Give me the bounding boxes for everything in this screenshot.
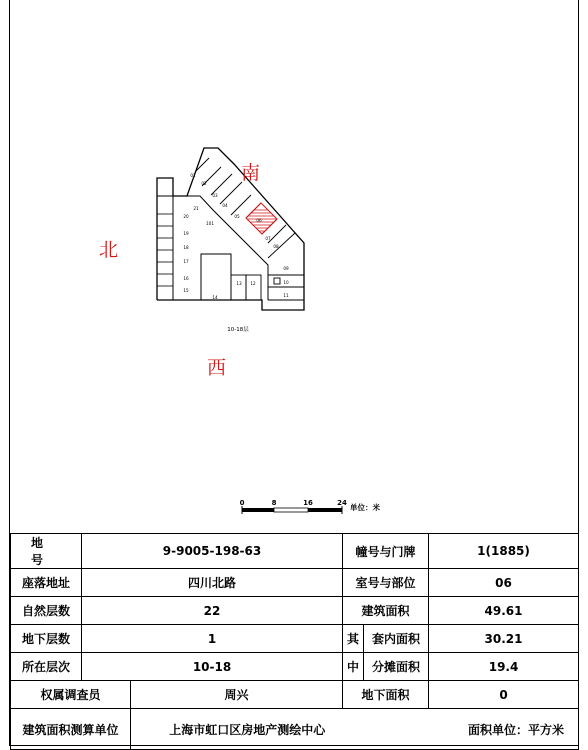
scale-tick-16: 16 bbox=[303, 499, 313, 507]
room-label: 室号与部位 bbox=[343, 569, 429, 597]
scale-tick-0: 0 bbox=[239, 499, 245, 507]
room-label-05: 05 bbox=[234, 214, 240, 219]
shared-area-value: 19.4 bbox=[429, 653, 579, 681]
surveyor-value: 周兴 bbox=[131, 681, 343, 709]
land-no-label: 地 号 bbox=[11, 534, 82, 569]
shared-area-label: 分摊面积 bbox=[364, 653, 429, 681]
inner-area-value: 30.21 bbox=[429, 625, 579, 653]
address-value: 四川北路 bbox=[82, 569, 343, 597]
floor-plan-area bbox=[10, 0, 578, 530]
room-label-20: 20 bbox=[183, 214, 189, 219]
room-14-outline bbox=[201, 254, 231, 300]
room-label-08: 08 bbox=[273, 244, 279, 249]
left-wing-dividers bbox=[157, 214, 173, 286]
wing-inner-edge bbox=[187, 196, 268, 300]
land-no-value: 9-9005-198-63 bbox=[82, 534, 343, 569]
floor-label: 10-18层 bbox=[227, 327, 249, 333]
room-label-21: 21 bbox=[193, 206, 199, 211]
room-label-07: 07 bbox=[265, 236, 271, 241]
room-label-03: 03 bbox=[212, 193, 218, 198]
corridor-label: 101 bbox=[206, 221, 214, 226]
direction-west: 西 bbox=[207, 357, 227, 379]
room-label-17: 17 bbox=[183, 259, 189, 264]
scale-tick-8: 8 bbox=[271, 499, 277, 507]
property-document bbox=[9, 0, 579, 746]
scale-unit-label: 单位：米 bbox=[350, 503, 380, 512]
room-label-06: 06 bbox=[256, 218, 262, 223]
room-label-02: 02 bbox=[201, 181, 207, 186]
room-value: 06 bbox=[429, 569, 579, 597]
scale-bar bbox=[238, 497, 418, 519]
room-label-19: 19 bbox=[183, 231, 189, 236]
located-floor-label: 所在层次 bbox=[11, 653, 82, 681]
building-area-label: 建筑面积 bbox=[343, 597, 429, 625]
room-label-09: 09 bbox=[283, 266, 289, 271]
scale-tick-24: 24 bbox=[337, 499, 347, 507]
floors-label: 自然层数 bbox=[11, 597, 82, 625]
floors-value: 22 bbox=[82, 597, 343, 625]
of-which-label-2: 中 bbox=[343, 653, 364, 681]
room-label-12: 12 bbox=[250, 281, 256, 286]
floor-plan bbox=[10, 0, 578, 530]
calc-unit-value: 上海市虹口区房地产测绘中心 bbox=[131, 709, 364, 750]
room-label-04: 04 bbox=[222, 203, 228, 208]
room-label-15: 15 bbox=[183, 288, 189, 293]
building-no-label: 幢号与门牌 bbox=[343, 534, 429, 569]
direction-north: 北 bbox=[99, 239, 119, 261]
address-label: 座落地址 bbox=[11, 569, 82, 597]
area-unit-label: 面积单位：平方米 bbox=[364, 709, 579, 750]
building-area-value: 49.61 bbox=[429, 597, 579, 625]
room-label-14: 14 bbox=[212, 295, 218, 300]
room-label-01: 01 bbox=[190, 173, 196, 178]
calc-unit-label: 建筑面积测算单位 bbox=[11, 709, 131, 750]
direction-south: 南 bbox=[241, 162, 261, 184]
inner-area-label: 套内面积 bbox=[364, 625, 429, 653]
surveyor-label: 权属调查员 bbox=[11, 681, 131, 709]
room-label-13: 13 bbox=[236, 281, 242, 286]
room-label-11: 11 bbox=[283, 293, 289, 298]
room-label-16: 16 bbox=[183, 276, 189, 281]
located-floor-value: 10-18 bbox=[82, 653, 343, 681]
property-info-table bbox=[10, 533, 579, 750]
of-which-label-1: 其 bbox=[343, 625, 364, 653]
room-label-10: 10 bbox=[283, 280, 289, 285]
underground-area-value: 0 bbox=[429, 681, 579, 709]
underground-floors-value: 1 bbox=[82, 625, 343, 653]
building-no-value: 1(1885) bbox=[429, 534, 579, 569]
room-label-18: 18 bbox=[183, 245, 189, 250]
underground-floors-label: 地下层数 bbox=[11, 625, 82, 653]
underground-area-label: 地下面积 bbox=[343, 681, 429, 709]
